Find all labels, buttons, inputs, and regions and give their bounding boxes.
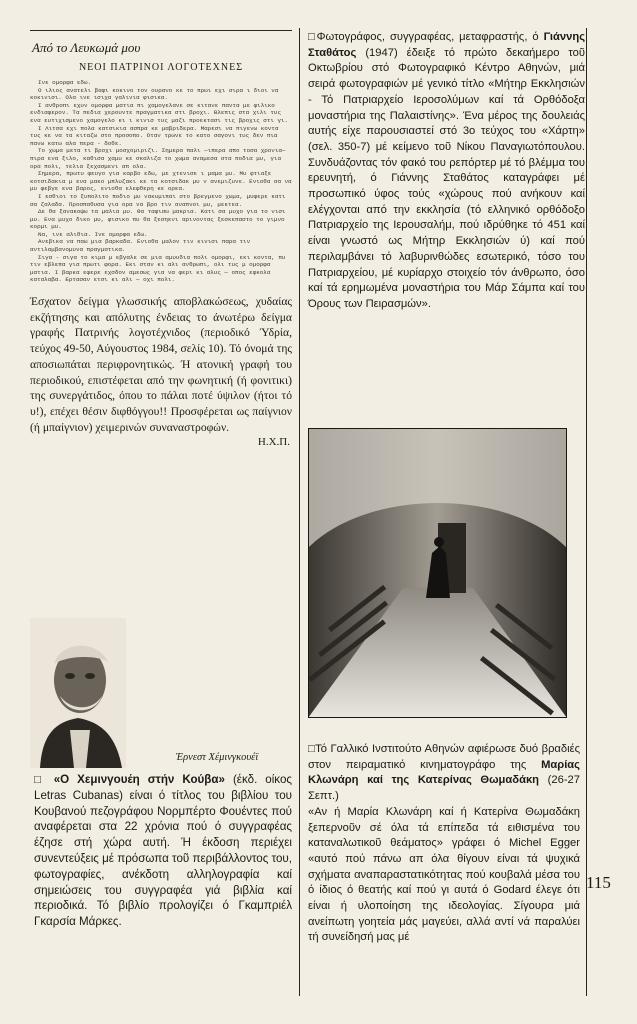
typed-paragraph: Σημερα, πρωτυ φευγο για καρβο εδω, με χτενισε ι μαμα μυ. Μυ φτιαξε κοτσιδακια μ ενα μακο μπλυζακι κε τα κοτσιδακ μυ ν ανεμιζυνε. Ενιοθα σα να μυ φεβγε ενα βαρος, ενιοθα ελεφθερη κε ορεα. [30,170,292,193]
monastery-photograph [308,428,567,718]
typed-paragraph: Να, ινε αλιθια. Ινε ομορφα εδω. [38,230,148,238]
right-column-rule [586,28,587,996]
hemingway-book-title: «Ο Χεμινγουέη στήν Κούβα» [53,773,225,786]
square-bullet-icon: □ [308,31,317,43]
hemingway-text: (έκδ. οίκος Letras Cubanas) είναι ό τίτλος του βιβλίου του Κουβανού πεζογράφου Νορμπέρτο Φουέντες πού αναφέρεται στα 22 χρόνια πού ό συγγραφέας έζησε στή χώρα αυτή. Ή έκδοση περιέχει συνεντεύξεις μέ πρόσωπα τοῦ περιβάλλοντος του, φωτογραφίες, ανέκδοτη αλληλογραφία καί σημειώσεις του συγγραφέα γιά βιβλία καί περιοδικά. Τό βιβλίο προλογίζει ό Γκαμπριέλ Γκαρσία Μάρκες. [34,773,292,929]
stathatos-text: (1947) έδειξε τό πρώτο δεκαήμερο τοῦ Οκτωβρίου στό Φωτογραφικό Κέντρο Αθηνών, μιά σειρά φωτογραφιών μέ γενικό τίτλο «Μήτηρ Εκκλησιών - Τό Πατριαρχείο Ιεροσολύμων καί τά Ορθόδοξα μοναστήρια της Παλαιστίνης». Ένα μέρος της δουλειάς αυτής είχε παρουσιαστεί στό 3ο τεύχος του «Χάρτη» (σελ. 350-7) μέ κείμενο τοῦ Νίκου Παναγιωτόπουλου. Συνδυάζοντας τόν φακό του ρεπόρτερ μέ τό βλέμμα του ερευνητή, ό Γιάννης Σταθάτος καταγράφει μέ προσωπικό ύφος τούς «χώρους πού ανήκουν καί ελέγχονται από την εκκλησία (τό ελληνικό ορθόδοξο Πατριαρχείο της Ιερουσαλήμ, πού ιδρύθηκε τό 451 καί είναι γνωστό ως Μήτηρ Εκκλησιών ύ) καί πού περιλαμβάνει τό λαβυρινθώδες εσωτερικό, τόσο του Πατριαρχείου, μέ κυρίαρχο στοιχείο τόν άνθρωπο, όσο καί τά ερημωμένα μοναστήρια του Μάρ Σάμπα καί του Όρους των Πειρασμών». [308,46,585,310]
typed-paragraph: Δε θα ξανακοψω τα μαλια μυ. Θα ταφισω μακρια. Κατι σα μυχο για το νισι μυ. Ενα μυχο δικο μυ, φισικο πυ θα ξεσηενι αρινοντας ξεσκεπαστο το γιμνο κορμι μυ. [30,208,286,231]
signature-initials: Η.Χ.Π. [257,436,290,449]
section-title: Από το Λευκωμά μου [32,40,141,55]
institute-dates: (26-27 Σεπτ.) [308,774,580,803]
typed-paragraph: Ο ιλιος ανατελι βαφι κοκινο τον ουρανο κε το πρωι εχι σιρα ι διοι να κοκινισι. Ολα ινε ισιχα γαλινια φισικα. [30,86,279,102]
left-column [30,30,292,763]
portrait-caption: Έρνεστ Χέμινγκουέϊ [176,752,259,763]
typed-paragraph: Σιγα - σιγα το κιμα μ εβγαλε σε μια αμυυδια πολι ομορφι, εκι κοντα, πυ τιν εβλεπα για πρωτι φορα. Εκι σταν κι αλι ανθρωπι, ολι τυς μ ομορφα ματια. Ι βαρκα εφερε εχσδον αμεσως για να φερι κι αλυς — οπος εφκολα καταλαβα. Ερτασαν ετσι κι αλι — οχι πολι. [30,253,286,284]
poem-heading: ΝΕΟΙ ΠΑΤΡΙΝΟΙ ΛΟΓΟΤΕΧΝΕΣ [78,62,244,73]
typed-paragraph: Ι ανθροπι εχυν ομορφα ματια πι χαμογελανε σε κιτανε παντα με φιλικο ενδιαφερον. Τα πεδια χερουντε πραγματικα στι βροχι. Βλεπις στα χιλι τυς ενα ευτιχισμενο χαμογελο κι ι κινισ τυς μαζι προεκτασι τις βροχις στι γι. [30,101,289,124]
institute-filmmakers: Μαρίας Κλωνάρη καί της Κατερίνας Θωμαδάκη [308,758,580,787]
editor-commentary [30,294,292,435]
stathatos-lead: Φωτογράφος, συγγραφέας, μεταφραστής, ό [316,31,539,43]
typed-paragraph: Ανεβικα να παω μια βαρκαδα. Ενιοθα μαλον τιν κινισι παρα τιν αντιλαμβανομυνα πραγματικα. [30,238,251,254]
typed-paragraph: Το χωμα μετα τι βροχι μοσχομιριζι. Σημερα παλι —ιπερα απο τοσα χρονια— πιρα ενα ξιλο, καθισα χαμυ κε σκαλιζα το χωμα αναμεσα στα ποδια μυ, για ορα πολι, τελια ξεχασμενι απ ολα. [30,147,286,170]
typed-paragraph: Ι Λιτσα εχι πολα κατσικια ασπρα κε μαβριδερα. Μαρεσι να πιγενω κοντα τυς κε να τα κιταζω στο προσοπο. Οταν τρωνε το κατο σαγονι τυς δεν πια πανω κατω αλα περα - δοθε. [30,124,279,147]
column-divider-vertical [299,28,300,996]
stathatos-note [308,30,585,313]
hemingway-portrait [30,618,126,768]
page-number: 115 [586,873,611,892]
stathatos-paragraph [308,30,585,313]
typed-paragraph: Ι εσθιοι το ξυπολιτο ποδιο μυ νακυμιπαι στο βρεγμενο χωμα, μυφερε κατι σα ζαλαδα. Προσπαθυσα για ορα να βρο τιν αναπνοι μυ, μεκτεα. [30,192,286,208]
square-bullet-icon: □ [34,773,54,786]
hemingway-book-note [34,772,292,930]
right-column [308,30,586,944]
institute-quote: «Αν ή Μαρία Κλωνάρη καί ή Κατερίνα Θωμαδάκη ξεπερνοῦν σέ όλα τά επίπεδα τά ειθισμένα του καταναλωτικοῦ θεάματος» γράφει ό Michel Egger «αυτό πού πάνω απ όλα θίγουν είναι τά ψυχικά σχήματα αναπαραστατικότητας πού κουβαλά μέσα του ό ίδιος ό θεατής καί πού γι αυτά ό Godard έλεγε ότι είναι ή υλοποίηση της ιδεολογίας. Σίγουρα μιά ανείπωτη γοητεία μάς μαγεύει, αλλά αντί νά παραλύει τή συνείδησή μας μέ [308,805,580,944]
hemingway-paragraph [34,772,292,930]
institute-lead: Τό Γαλλικό Ινστιτούτο Αθηνών αφιέρωσε δυό βραδιές στον πειραματικό κινηματογράφο της [308,743,580,771]
institute-paragraph [308,742,580,805]
commentary-text: Έσχατον δείγμα γλωσσικής αποβλακώσεως, χυδαίας εκζήτησης και απόλυτης ένδειας το άνωτέρω δείγμα γραφής Πατρινής λογοτέχνιδος (περιοδικό Ύδρία, τεύχος 49-50, Αύγουστος 1984, σελίς 10). Τό όνομά της αποσιωπάται περιφρονητικώς. Ή ατονική γραφή του περιοδικού, επιστέφεται από την φωνητική (ή φονιτικι) της συνεργάτιδος, όπου το πάλαι ποτέ ύψιλον (ήτοι τό υ!), επέχει θέσιν διφθόγγου!! Προσφέρεται ως παίγνιον (ή μπαίγνιον) χειμερινών συναναστροφών. [30,295,292,434]
square-bullet-icon: □ [308,743,316,755]
stathatos-name: Γιάννης Σταθάτος [308,31,586,59]
typed-poem [30,79,292,284]
institute-note [308,742,580,946]
typed-paragraph: Ινε ομορφα εδω. [38,79,92,86]
